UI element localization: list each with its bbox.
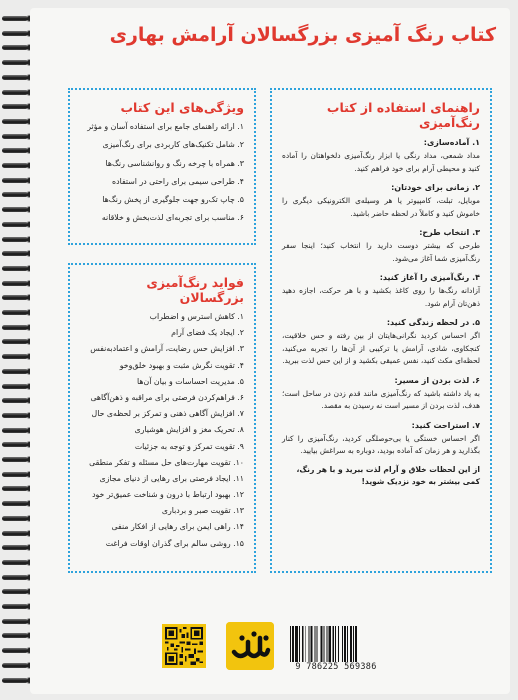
spiral-ring bbox=[2, 631, 32, 640]
step-body: مداد شمعی، مداد رنگی یا ابزار رنگ‌آمیزی دلخواهتان را آماده کنید و محیطی آرام برای خود فراهم کنید. bbox=[282, 151, 480, 173]
spiral-ring bbox=[2, 352, 32, 361]
spiral-ring bbox=[2, 205, 32, 214]
spiral-ring bbox=[2, 29, 32, 38]
features-list bbox=[78, 121, 244, 224]
list-item: ۶. فراهم‌کردن فرصتی برای مراقبه و ذهن‌آگاهی bbox=[90, 392, 244, 402]
spiral-ring bbox=[2, 455, 32, 464]
publisher-logo-icon bbox=[226, 622, 274, 670]
guide-step bbox=[282, 181, 480, 220]
spiral-ring bbox=[2, 132, 32, 141]
step-title: ۲. زمانی برای خودتان: bbox=[391, 183, 480, 192]
list-item: ۵. چاپ تک‌رو جهت جلوگیری از پخش رنگ‌ها bbox=[102, 195, 244, 205]
features-box bbox=[68, 88, 256, 245]
spiral-ring bbox=[2, 529, 32, 538]
guide-step bbox=[282, 136, 480, 175]
spiral-ring bbox=[2, 367, 32, 376]
guide-step bbox=[282, 226, 480, 265]
list-item: ۲. شامل تکنیک‌های کاربردی برای رنگ‌آمیزی bbox=[102, 140, 244, 150]
guide-step bbox=[282, 374, 480, 413]
step-body: اگر احساس خستگی یا بی‌حوصلگی کردید، رنگ‌آمیزی را کنار بگذارید و هر زمان که آماده بودید، دوباره به سراغش بیایید. bbox=[282, 433, 480, 455]
spiral-ring bbox=[2, 499, 32, 508]
spiral-ring bbox=[2, 602, 32, 611]
step-body: به یاد داشته باشید که رنگ‌آمیزی مانند قدم زدن در ساحل است؛ هدف، لذت بردن از مسیر است نه رسیدن به مقصد. bbox=[282, 388, 480, 410]
list-item: ۱۳. تقویت صبر و بردباری bbox=[161, 506, 244, 516]
spiral-ring bbox=[2, 587, 32, 596]
spiral-ring bbox=[2, 14, 32, 23]
benefits-list bbox=[78, 311, 244, 550]
spiral-ring bbox=[2, 73, 32, 82]
spiral-ring bbox=[2, 558, 32, 567]
step-title: ۶. لذت بردن از مسیر: bbox=[394, 375, 480, 385]
list-item: ۷. افزایش آگاهی ذهنی و تمرکز بر لحظه‌ی حال bbox=[91, 409, 244, 419]
features-heading: ویژگی‌های این کتاب bbox=[120, 100, 244, 115]
list-item: ۳. همراه با چرخه رنگ و روانشناسی رنگ‌ها bbox=[105, 158, 244, 168]
step-title: ۴. رنگ‌آمیزی را آغاز کنید: bbox=[379, 273, 480, 282]
spiral-ring bbox=[2, 676, 32, 685]
spiral-ring bbox=[2, 514, 32, 523]
list-item: ۱۰. تقویت مهارت‌های حل مسئله و تفکر منطقی bbox=[89, 457, 244, 467]
benefits-heading: فواید رنگ‌آمیزی بزرگسالان bbox=[146, 275, 244, 305]
spiral-ring bbox=[2, 88, 32, 97]
list-item: ۱۵. روشی سالم برای گذران اوقات فراغت bbox=[105, 538, 244, 548]
guide-step bbox=[282, 419, 480, 458]
spiral-ring bbox=[2, 117, 32, 126]
spiral-ring bbox=[2, 308, 32, 317]
barcode-bars-icon bbox=[286, 626, 386, 662]
spiral-ring bbox=[2, 249, 32, 258]
list-item: ۵. مدیریت احساسات و بیان آن‌ها bbox=[137, 376, 244, 386]
list-item: ۱۱. ایجاد فرصتی برای رهایی از دنیای مجازی bbox=[99, 473, 244, 483]
spiral-ring bbox=[2, 617, 32, 626]
guide-closing: از این لحظات خلاق و آرام لذت ببرید و با هر رنگ، کمی بیشتر به خود نزدیک شوید! bbox=[296, 464, 480, 486]
spiral-ring bbox=[2, 323, 32, 332]
spiral-ring bbox=[2, 102, 32, 111]
spiral-ring bbox=[2, 661, 32, 670]
spiral-ring bbox=[2, 161, 32, 170]
guide-step bbox=[282, 316, 480, 368]
benefits-box bbox=[68, 263, 256, 573]
spiral-ring bbox=[2, 337, 32, 346]
list-item: ۱. کاهش استرس و اضطراب bbox=[149, 312, 244, 321]
list-item: ۸. تحریک مغز و افزایش هوشیاری bbox=[134, 425, 244, 435]
step-title: ۱. آماده‌سازی: bbox=[423, 138, 480, 147]
spiral-binding bbox=[0, 8, 34, 694]
spiral-ring bbox=[2, 396, 32, 405]
spiral-ring bbox=[2, 411, 32, 420]
list-item: ۱. ارائه راهنمای جامع برای استفاده آسان و مؤثر bbox=[87, 122, 244, 131]
step-title: ۷. استراحت کنید: bbox=[411, 420, 480, 430]
guide-heading: راهنمای استفاده از کتاب رنگ‌آمیزی bbox=[326, 100, 480, 130]
list-item: ۳. افزایش حس رضایت، آرامش و اعتماد‌به‌نفس bbox=[90, 344, 244, 354]
spiral-ring bbox=[2, 470, 32, 479]
qr-code-icon[interactable] bbox=[162, 624, 206, 668]
step-body: موبایل، تبلت، کامپیوتر یا هر وسیله‌ی الکترونیکی دیگری را خاموش کنید و کاملاً در لحظه حاضر باشید. bbox=[282, 196, 480, 218]
spiral-ring bbox=[2, 440, 32, 449]
isbn-number: 9 786225 569386 bbox=[295, 662, 377, 672]
list-item: ۶. مناسب برای تجربه‌ای لذت‌بخش و خلاقانه bbox=[101, 213, 244, 223]
guide-step bbox=[282, 271, 480, 310]
spiral-ring bbox=[2, 235, 32, 244]
spiral-ring bbox=[2, 264, 32, 273]
spiral-ring bbox=[2, 190, 32, 199]
guide-box bbox=[270, 88, 492, 573]
list-item: ۴. تقویت نگرش مثبت و بهبود خلق‌وخو bbox=[119, 360, 244, 370]
book-title: کتاب رنگ آمیزی بزرگسالان آرامش بهاری bbox=[109, 24, 496, 46]
spiral-ring bbox=[2, 293, 32, 302]
step-title: ۳. انتخاب طرح: bbox=[419, 228, 480, 237]
list-item: ۹. تقویت تمرکز و توجه به جزئیات bbox=[134, 441, 244, 451]
spiral-ring bbox=[2, 43, 32, 52]
spiral-ring bbox=[2, 382, 32, 391]
spiral-ring bbox=[2, 58, 32, 67]
spiral-ring bbox=[2, 573, 32, 582]
list-item: ۲. ایجاد یک فضای آرام bbox=[171, 328, 244, 338]
spiral-ring bbox=[2, 220, 32, 229]
list-item: ۱۴. راهی ایمن برای رهایی از افکار منفی bbox=[111, 522, 244, 532]
spiral-ring bbox=[2, 543, 32, 552]
list-item: ۴. طراحی سیمی برای راحتی در استفاده bbox=[112, 176, 244, 186]
spiral-ring bbox=[2, 176, 32, 185]
list-item: ۱۲. بهبود ارتباط با درون و شناخت عمیق‌تر خود bbox=[92, 490, 244, 500]
spiral-ring bbox=[2, 426, 32, 435]
step-body: اگر احساس کردید نگرانی‌هایتان از بین رفته و حس خلاقیت، کنجکاوی، شادی، آرامش یا ترکیبی از آن‌ها را تجربه می‌کنید، لحظه‌ای مکث کنید، نفس عمیقی بکشید و از این حس لذت ببرید. bbox=[282, 331, 480, 365]
step-title: ۵. در لحظه زندگی کنید: bbox=[386, 318, 480, 327]
isbn-barcode bbox=[286, 626, 386, 674]
step-body: طرحی که بیشتر دوست دارید را انتخاب کنید؛ اینجا سفر رنگ‌آمیزی شما آغاز می‌شود. bbox=[282, 241, 480, 263]
step-body: آزادانه رنگ‌ها را روی کاغذ بکشید و با هر حرکت، اجازه دهید ذهن‌تان آرام شود. bbox=[282, 286, 480, 308]
spiral-ring bbox=[2, 484, 32, 493]
spiral-ring bbox=[2, 146, 32, 155]
spiral-ring bbox=[2, 279, 32, 288]
spiral-ring bbox=[2, 646, 32, 655]
